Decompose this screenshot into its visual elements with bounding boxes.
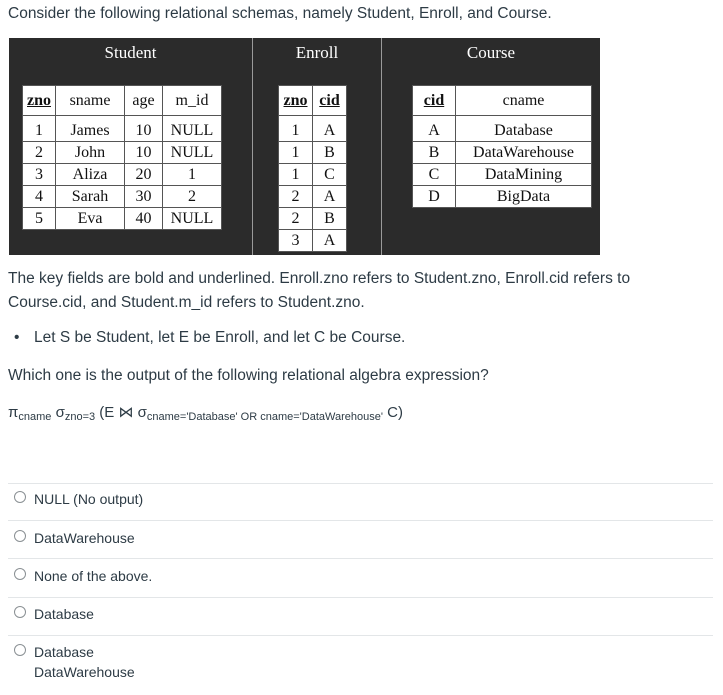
table-row: [279, 116, 347, 142]
option-label: DataWarehouse: [34, 664, 135, 680]
table-cell: Database: [456, 116, 592, 142]
student-title: Student: [104, 43, 157, 62]
table-cell: 2: [279, 186, 313, 208]
key-note-line-2: Course.cid, and Student.m_id refers to Student.zno.: [8, 294, 365, 311]
radio-button[interactable]: [14, 568, 26, 580]
course-table: [412, 85, 592, 208]
table-row: [23, 208, 222, 230]
schema-panel: [9, 38, 600, 255]
table-cell: 5: [23, 208, 56, 230]
table-cell: 1: [23, 116, 56, 142]
course-col-cname: cname: [456, 86, 592, 116]
table-row: [279, 230, 347, 252]
table-row: [279, 208, 347, 230]
table-cell: B: [313, 208, 347, 230]
table-cell: 40: [125, 208, 163, 230]
intro-text: Consider the following relational schemas, namely Student, Enroll, and Course.: [8, 5, 552, 22]
table-row: [279, 142, 347, 164]
option-divider: [8, 520, 713, 521]
bullet-item: [14, 329, 405, 347]
option-label: DataWarehouse: [34, 530, 135, 546]
radio-button[interactable]: [14, 491, 26, 503]
divider: [381, 38, 382, 255]
radio-button[interactable]: [14, 606, 26, 618]
table-cell: NULL: [163, 116, 222, 142]
enroll-title: Enroll: [295, 43, 339, 62]
option-divider: [8, 558, 713, 559]
table-cell: 1: [279, 164, 313, 186]
pi-symbol: π: [8, 404, 19, 421]
header-row: [279, 86, 347, 116]
table-cell: 3: [279, 230, 313, 252]
table-cell: 20: [125, 164, 163, 186]
option-label: NULL (No output): [34, 491, 144, 507]
pi-subscript: cname: [18, 411, 52, 423]
table-row: [23, 186, 222, 208]
join-close: C): [382, 404, 403, 421]
table-row: [279, 164, 347, 186]
table-cell: B: [313, 142, 347, 164]
table-cell: 2: [279, 208, 313, 230]
table-cell: C: [313, 164, 347, 186]
table-cell: DataMining: [456, 164, 592, 186]
table-row: [23, 116, 222, 142]
option-label: Database: [34, 606, 94, 622]
question-text: Which one is the output of the following relational algebra expression?: [8, 367, 489, 384]
course-col-cid: cid: [413, 86, 456, 116]
table-cell: John: [56, 142, 125, 164]
table-cell: A: [313, 186, 347, 208]
table-cell: 30: [125, 186, 163, 208]
sigma-symbol: σ: [137, 404, 147, 421]
table-cell: James: [56, 116, 125, 142]
course-title: Course: [466, 43, 516, 62]
table-cell: DataWarehouse: [456, 142, 592, 164]
option-divider: [8, 635, 713, 636]
radio-button[interactable]: [14, 530, 26, 542]
table-cell: 2: [23, 142, 56, 164]
table-cell: 2: [163, 186, 222, 208]
student-table: [22, 85, 222, 230]
enroll-col-cid: cid: [313, 86, 347, 116]
table-row: [23, 164, 222, 186]
table-cell: A: [413, 116, 456, 142]
table-cell: D: [413, 186, 456, 208]
divider: [252, 38, 253, 255]
table-cell: Sarah: [56, 186, 125, 208]
enroll-col-zno: zno: [279, 86, 313, 116]
student-col-sname: sname: [56, 86, 125, 116]
radio-button[interactable]: [14, 644, 26, 656]
sigma-subscript: cname='Database' OR cname='DataWarehouse': [146, 411, 383, 423]
option-label: Database: [34, 644, 94, 660]
bullet-text: Let S be Student, let E be Enroll, and let C be Course.: [34, 329, 406, 346]
table-row: [279, 186, 347, 208]
table-row: [413, 142, 592, 164]
key-note-line-1: The key fields are bold and underlined. Enroll.zno refers to Student.zno, Enroll.cid refers to: [8, 270, 631, 287]
table-row: [23, 142, 222, 164]
join-open: (E ⋈: [99, 404, 138, 421]
student-col-zno: zno: [23, 86, 56, 116]
table-cell: 10: [125, 116, 163, 142]
student-col-m-id: m_id: [163, 86, 222, 116]
relational-expression: [8, 403, 403, 423]
table-row: [413, 186, 592, 208]
table-cell: Aliza: [56, 164, 125, 186]
table-cell: 1: [279, 142, 313, 164]
table-cell: A: [313, 230, 347, 252]
table-cell: 1: [163, 164, 222, 186]
bullet-dot: •: [14, 329, 20, 346]
option-divider: [8, 597, 713, 598]
header-row: [413, 86, 592, 116]
sigma-symbol: σ: [55, 404, 65, 421]
table-cell: BigData: [456, 186, 592, 208]
table-cell: 4: [23, 186, 56, 208]
sigma-subscript: zno=3: [64, 411, 96, 423]
table-cell: NULL: [163, 142, 222, 164]
option-label: None of the above.: [34, 568, 153, 584]
table-row: [413, 116, 592, 142]
table-cell: NULL: [163, 208, 222, 230]
table-cell: A: [313, 116, 347, 142]
table-cell: B: [413, 142, 456, 164]
table-row: [413, 164, 592, 186]
table-cell: Eva: [56, 208, 125, 230]
table-cell: 10: [125, 142, 163, 164]
table-cell: 1: [279, 116, 313, 142]
student-col-age: age: [125, 86, 163, 116]
table-cell: 3: [23, 164, 56, 186]
header-row: [23, 86, 222, 116]
table-cell: C: [413, 164, 456, 186]
enroll-table: [278, 85, 347, 252]
option-divider: [8, 483, 713, 484]
